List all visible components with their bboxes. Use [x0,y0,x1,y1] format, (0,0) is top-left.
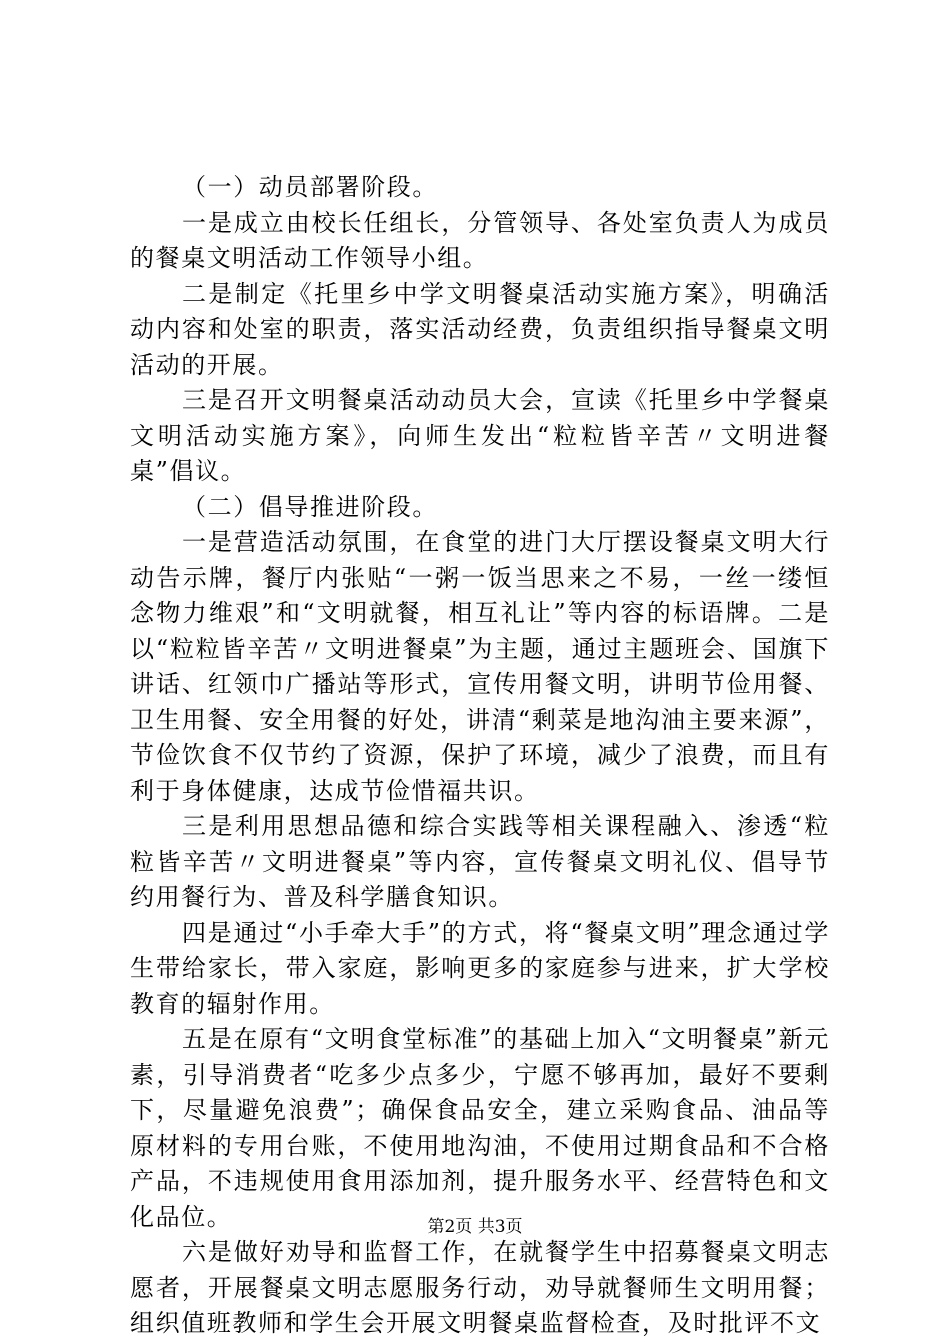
paragraph-phase-one-heading: （一）动员部署阶段。 [182,173,438,201]
paragraph-curriculum: 三是利用思想品德和综合实践等相关课程融入、渗透“粒粒皆辛苦〃文明进餐桌”等内容，宣传餐桌文明礼仪、倡导节约用餐行为、普及科学膳食知识。 [130,812,830,911]
paragraph-implementation-plan: 二是制定《托里乡中学文明餐桌活动实施方案》，明确活动内容和处室的职责，落实活动经费，负责组织指导餐桌文明活动的开展。 [130,279,830,379]
body-text [130,170,830,1342]
paragraph-small-hands: 四是通过“小手牵大手”的方式，将“餐桌文明”理念通过学生带给家长，带入家庭，影响更多的家庭参与进来，扩大学校教育的辐射作用。 [130,918,830,1018]
paragraph-atmosphere: 一是营造活动氛围，在食堂的进门大厅摆设餐桌文明大行动告示牌，餐厅内张贴“一粥一饭当思来之不易，一丝一缕恒念物力维艰”和“文明就餐，相互礼让”等内容的标语牌。二是以“粒粒皆辛苦〃文明进餐桌”为主题，通过主题班会、国旗下讲话、红领巾广播站等形式，宣传用餐文明，讲明节俭用餐、卫生用餐、安全用餐的好处，讲清“剩菜是地沟油主要来源”，节俭饮食不仅节约了资源，保护了环境，减少了浪费，而且有利于身体健康，达成节俭惜福共识。 [130,528,830,805]
paragraph-mobilization-meeting: 三是召开文明餐桌活动动员大会，宣读《托里乡中学餐桌文明活动实施方案》，向师生发出“粒粒皆辛苦〃文明进餐桌”倡议。 [130,386,830,485]
page-footer: 第2页 共3页 [427,1217,523,1237]
paragraph-leading-group: 一是成立由校长任组长，分管领导、各处室负责人为成员的餐桌文明活动工作领导小组。 [130,208,830,272]
paragraph-supervision: 六是做好劝导和监督工作，在就餐学生中招募餐桌文明志愿者，开展餐桌文明志愿服务行动，劝导就餐师生文明用餐；组织值班教师和学生会开展文明餐桌监督检查，及时批评不文 [130,1238,830,1337]
paragraph-phase-two-heading: （二）倡导推进阶段。 [182,492,438,521]
paragraph-canteen-standard: 五是在原有“文明食堂标准”的基础上加入“文明餐桌”新元素，引导消费者“吃多少点多少，宁愿不够再加，最好不要剩下，尽量避免浪费”；确保食品安全，建立采购食品、油品等原材料的专用台账，不使用地沟油，不使用过期食品和不合格产品，不违规使用食用添加剂，提升服务水平、经营特色和文化品位。 [130,1025,830,1231]
